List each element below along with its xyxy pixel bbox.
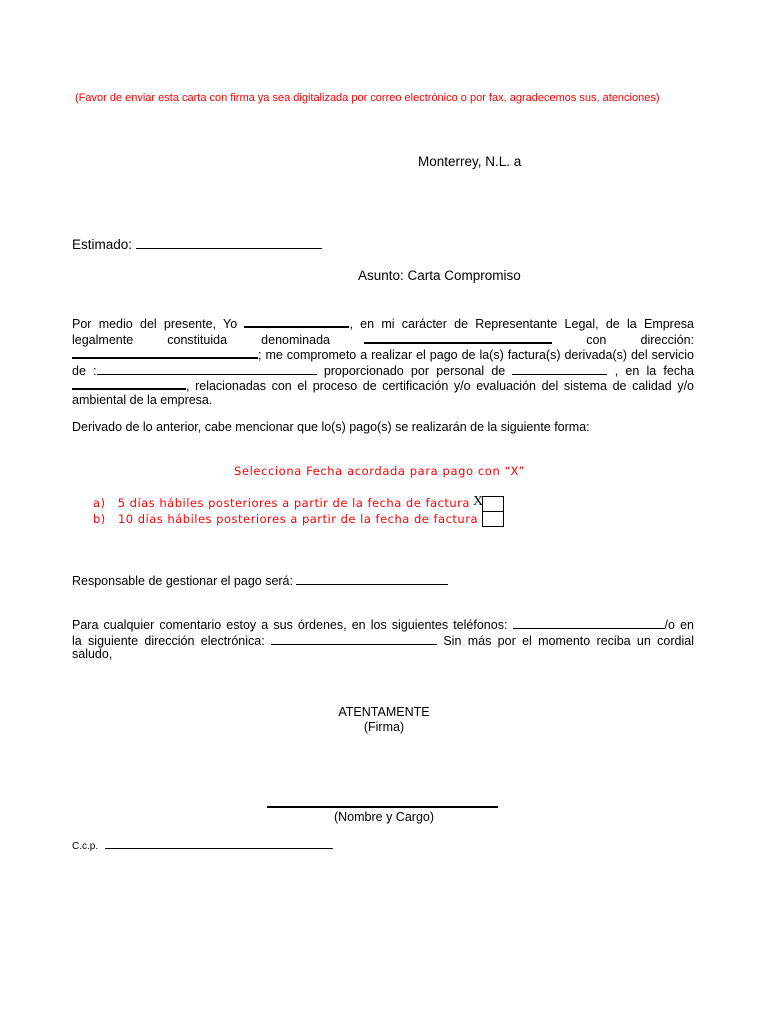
commitment-paragraph bbox=[72, 315, 694, 408]
responsible-line bbox=[72, 572, 448, 588]
closing: ATENTAMENTE bbox=[338, 705, 430, 719]
subject: Asunto: Carta Compromiso bbox=[358, 268, 521, 283]
p3-text: Para cualquier comentario estoy a sus órdenes, en los siguientes teléfonos: bbox=[72, 618, 508, 632]
ccp-blank[interactable] bbox=[105, 839, 333, 849]
p1-text: , en la fecha bbox=[614, 363, 694, 378]
p1-text: proporcionado por personal de bbox=[323, 363, 506, 378]
p1-line-6: ambiental de la empresa. bbox=[72, 392, 213, 407]
signature-hint: (Firma) bbox=[363, 720, 405, 734]
greeting-label: Estimado: bbox=[72, 237, 133, 252]
option-a[interactable] bbox=[93, 496, 470, 510]
greeting bbox=[72, 236, 322, 252]
signature-line[interactable] bbox=[267, 806, 498, 808]
p1-text: constituida bbox=[167, 332, 228, 347]
send-notice: (Favor de enviar esta carta con firma ya sea digitalizada por correo electrónico o por fax, agradecemos sus, atenciones) bbox=[75, 92, 660, 104]
date-blank[interactable] bbox=[72, 377, 186, 390]
name-role: (Nombre y Cargo) bbox=[333, 810, 435, 824]
email-blank[interactable] bbox=[271, 632, 437, 645]
p1-text: , relacionadas con el proceso de certificación y/o evaluación del sistema de calidad y/o bbox=[186, 379, 694, 393]
p1-text: de : bbox=[72, 363, 97, 378]
p1-text: Por medio del presente, Yo bbox=[72, 317, 238, 331]
p1-text: con bbox=[586, 332, 607, 347]
option-label: 5 días hábiles posteriores a partir de la fecha de factura bbox=[117, 496, 470, 510]
p3-text: /o en bbox=[664, 618, 694, 632]
p1-line-3 bbox=[72, 346, 694, 362]
p1-text: ; me comprometo a realizar el pago de la(s) factura(s) derivada(s) del servicio bbox=[258, 348, 694, 362]
company-name-blank[interactable] bbox=[364, 331, 552, 344]
option-marker: a) bbox=[93, 496, 106, 510]
representative-name-blank[interactable] bbox=[244, 315, 349, 328]
address-blank[interactable] bbox=[72, 346, 258, 359]
p1-text: denominada bbox=[261, 332, 330, 347]
phones-blank[interactable] bbox=[513, 616, 665, 629]
contact-paragraph bbox=[72, 616, 694, 663]
payment-intro: Derivado de lo anterior, cabe mencionar que lo(s) pago(s) se realizarán de la siguiente forma: bbox=[72, 420, 590, 434]
p1-line-4 bbox=[72, 362, 694, 378]
p1-line-2 bbox=[72, 331, 694, 347]
p3-line-3: saludo, bbox=[72, 647, 113, 661]
select-title: Selecciona Fecha acordada para pago con “X” bbox=[234, 464, 526, 478]
p1-line-5 bbox=[72, 377, 694, 393]
staff-blank[interactable] bbox=[512, 362, 607, 375]
ccp-line bbox=[72, 839, 333, 852]
option-b[interactable] bbox=[93, 512, 478, 526]
option-marker: b) bbox=[93, 512, 106, 526]
option-b-checkbox[interactable] bbox=[482, 511, 504, 527]
service-blank[interactable] bbox=[97, 362, 317, 375]
p1-text: legalmente bbox=[72, 332, 134, 347]
p1-text: dirección: bbox=[640, 332, 695, 347]
option-a-checkbox[interactable] bbox=[482, 496, 504, 512]
p1-text: , en mi carácter de Representante Legal, de la Empresa bbox=[349, 317, 694, 331]
responsible-label: Responsable de gestionar el pago será: bbox=[72, 574, 293, 588]
recipient-blank[interactable] bbox=[136, 236, 322, 249]
place-date: Monterrey, N.L. a bbox=[418, 154, 522, 169]
p3-line-1 bbox=[72, 616, 694, 632]
p3-text: Sin más por el momento reciba un cordial bbox=[443, 633, 694, 648]
responsible-blank[interactable] bbox=[296, 572, 448, 585]
p3-line-2 bbox=[72, 632, 694, 648]
p1-line-1 bbox=[72, 315, 694, 331]
ccp-label: C.c.p. bbox=[72, 841, 99, 852]
p3-text: la siguiente dirección electrónica: bbox=[72, 633, 265, 648]
option-a-mark: X bbox=[473, 494, 484, 509]
option-label: 10 días hábiles posteriores a partir de la fecha de factura bbox=[117, 512, 478, 526]
